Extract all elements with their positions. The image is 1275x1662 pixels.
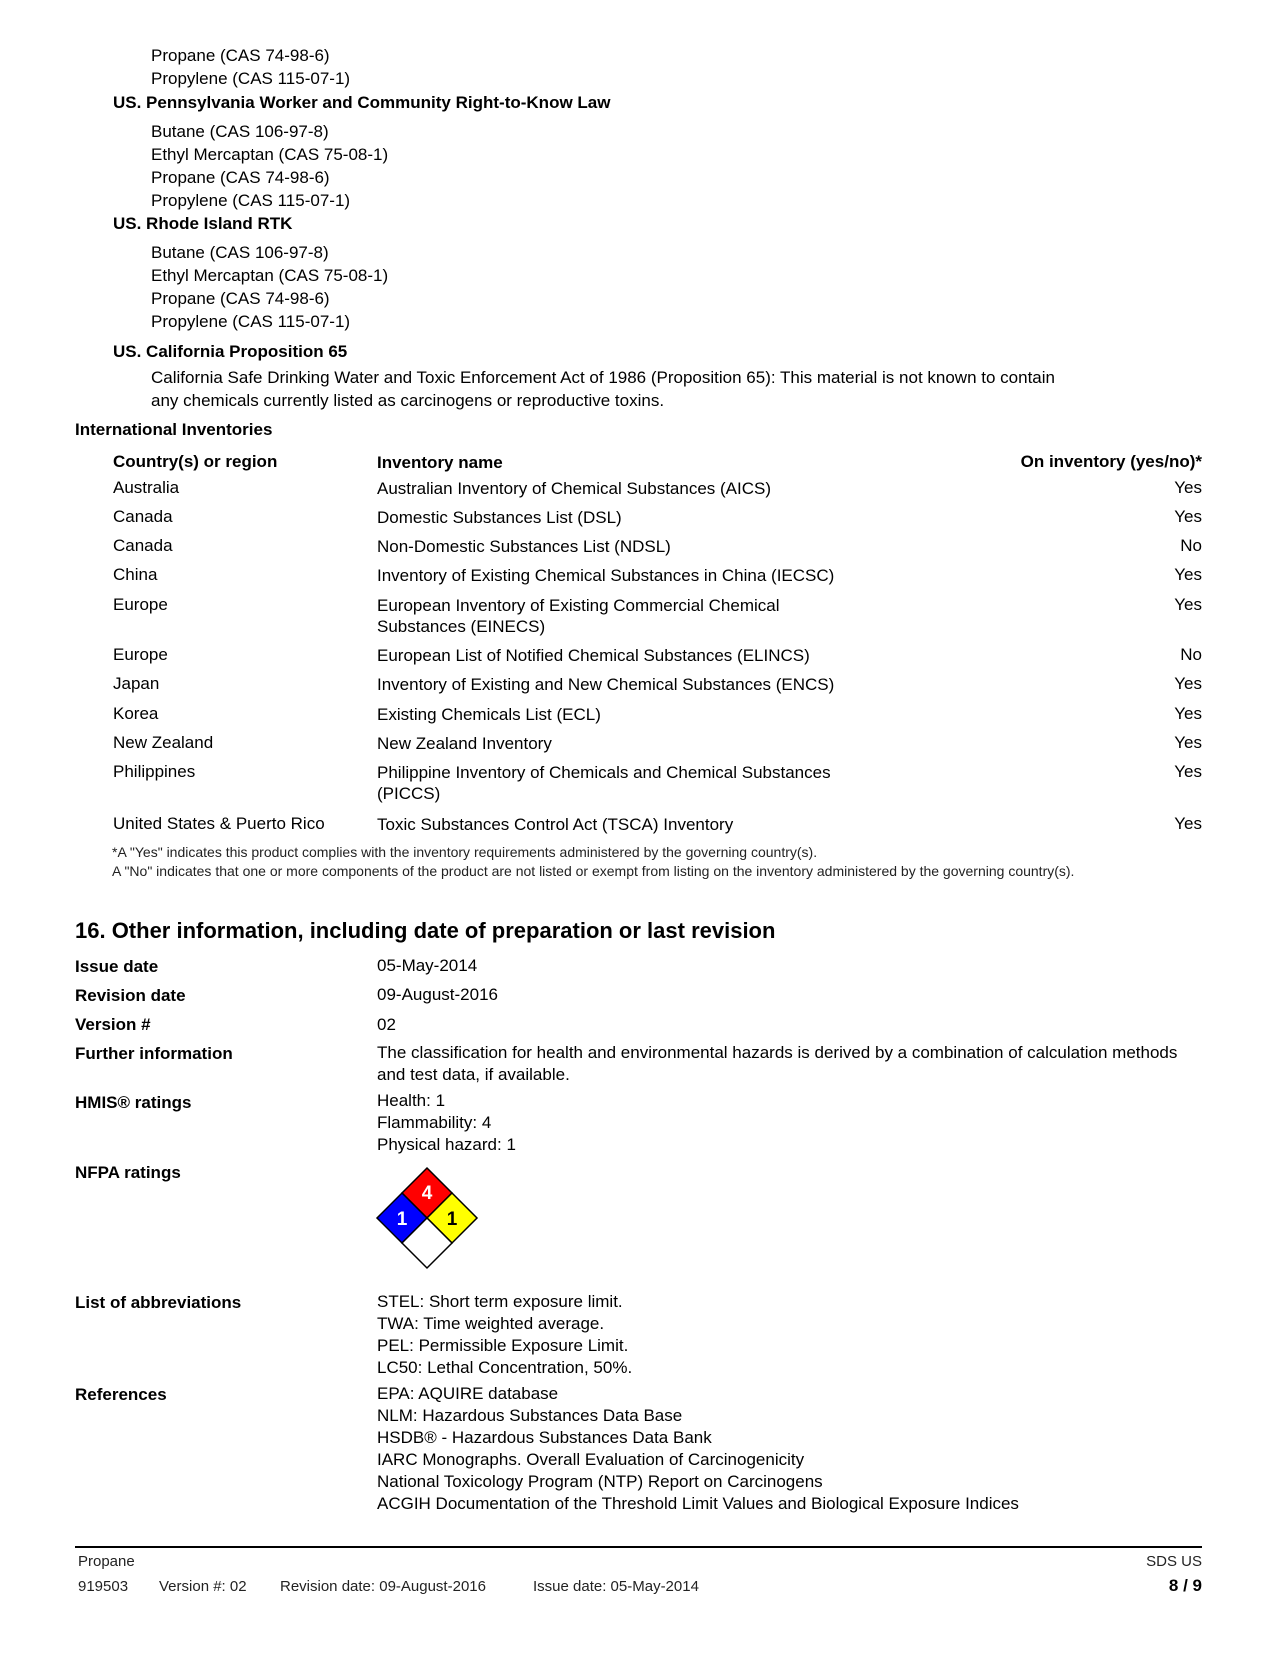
rhode-island-item: Propylene (CAS 115-07-1) (151, 312, 351, 331)
inventory-row (0, 565, 1275, 594)
rhode-island-item: Ethyl Mercaptan (CAS 75-08-1) (151, 266, 389, 285)
row-inventory: European Inventory of Existing Commercial Chemical (377, 596, 780, 615)
row-country: Philippines (113, 762, 196, 781)
inventory-row (0, 704, 1275, 733)
row-on-inventory: Yes (1174, 565, 1202, 584)
version-label: Version # (75, 1015, 151, 1034)
issue-date-label: Issue date (75, 957, 159, 976)
further-info-label: Further information (75, 1044, 233, 1063)
row-on-inventory: Yes (1174, 704, 1202, 723)
references-label: References (75, 1385, 167, 1404)
california-title: US. California Proposition 65 (113, 342, 348, 361)
row-country: Canada (113, 536, 173, 555)
top-list-item: Propylene (CAS 115-07-1) (151, 69, 351, 88)
inventory-note-yes: *A "Yes" indicates this product complies with the inventory requirements administered by the governing country(s). (112, 844, 818, 860)
rhode-island-title: US. Rhode Island RTK (113, 214, 293, 233)
reference-line: NLM: Hazardous Substances Data Base (377, 1406, 683, 1425)
footer-revision: Revision date: 09-August-2016 (280, 1578, 486, 1595)
inventory-row (0, 733, 1275, 762)
row-inventory-cont: Substances (EINECS) (377, 617, 546, 636)
inventory-row (0, 814, 1275, 843)
nfpa-diamond (374, 1165, 480, 1271)
row-country: Japan (113, 674, 160, 693)
hmis-line: Health: 1 (377, 1091, 446, 1110)
inventory-row (0, 674, 1275, 703)
nfpa-instability-number: 1 (446, 1209, 458, 1230)
inventory-row (0, 762, 1275, 812)
row-on-inventory: Yes (1174, 674, 1202, 693)
row-country: Canada (113, 507, 173, 526)
nfpa-flammability-number: 4 (421, 1183, 433, 1204)
row-on-inventory: Yes (1174, 507, 1202, 526)
row-inventory: New Zealand Inventory (377, 734, 552, 753)
row-on-inventory: Yes (1174, 478, 1202, 497)
row-country: China (113, 565, 158, 584)
issue-date-value: 05-May-2014 (377, 956, 478, 975)
nfpa-health-number: 1 (396, 1209, 408, 1230)
row-on-inventory: Yes (1174, 814, 1202, 833)
row-inventory-cont: (PICCS) (377, 784, 441, 803)
inventory-row (0, 645, 1275, 674)
row-inventory: Inventory of Existing and New Chemical Substances (ENCS) (377, 675, 835, 694)
row-on-inventory: No (1180, 536, 1202, 555)
footer-divider (75, 1546, 1202, 1548)
header-on-inventory: On inventory (yes/no)* (1020, 452, 1202, 471)
row-inventory: Australian Inventory of Chemical Substances (AICS) (377, 479, 772, 498)
references-list (377, 1383, 1207, 1515)
header-inventory: Inventory name (377, 453, 503, 472)
row-country: New Zealand (113, 733, 214, 752)
reference-line: National Toxicology Program (NTP) Report on Carcinogens (377, 1472, 823, 1491)
further-info-value: The classification for health and environmental hazards is derived by a combination of calculation methods and test data, if available. (377, 1043, 1178, 1084)
hmis-ratings (377, 1090, 1207, 1156)
row-on-inventory: Yes (1174, 762, 1202, 781)
footer-version: Version #: 02 (159, 1578, 247, 1595)
abbreviation-line: LC50: Lethal Concentration, 50%. (377, 1358, 633, 1377)
nfpa-label: NFPA ratings (75, 1163, 181, 1182)
reference-line: EPA: AQUIRE database (377, 1384, 559, 1403)
rhode-island-item: Butane (CAS 106-97-8) (151, 243, 329, 262)
row-inventory: Domestic Substances List (DSL) (377, 508, 622, 527)
row-inventory: European List of Notified Chemical Substances (ELINCS) (377, 646, 810, 665)
row-country: Korea (113, 704, 159, 723)
inventory-row (0, 507, 1275, 536)
pennsylvania-item: Propylene (CAS 115-07-1) (151, 191, 351, 210)
california-text-line: any chemicals currently listed as carcinogens or reproductive toxins. (151, 391, 665, 410)
row-country: Australia (113, 478, 180, 497)
row-on-inventory: Yes (1174, 595, 1202, 614)
abbreviations-label: List of abbreviations (75, 1293, 242, 1312)
pennsylvania-item: Ethyl Mercaptan (CAS 75-08-1) (151, 145, 389, 164)
inventories-title: International Inventories (75, 420, 273, 439)
revision-date-label: Revision date (75, 986, 186, 1005)
hmis-line: Physical hazard: 1 (377, 1135, 516, 1154)
footer-number: 919503 (78, 1578, 129, 1595)
reference-line: ACGIH Documentation of the Threshold Limit Values and Biological Exposure Indices (377, 1494, 1019, 1513)
footer-page-number: 8 / 9 (1168, 1576, 1202, 1595)
row-inventory: Existing Chemicals List (ECL) (377, 705, 601, 724)
footer-issue: Issue date: 05-May-2014 (533, 1578, 699, 1595)
row-inventory: Toxic Substances Control Act (TSCA) Inventory (377, 815, 734, 834)
revision-date-value: 09-August-2016 (377, 985, 498, 1004)
row-country: Europe (113, 645, 168, 664)
row-inventory: Philippine Inventory of Chemicals and Chemical Substances (377, 763, 831, 782)
inventory-row (0, 478, 1275, 507)
row-inventory: Non-Domestic Substances List (NDSL) (377, 537, 671, 556)
version-value: 02 (377, 1015, 396, 1034)
pennsylvania-item: Butane (CAS 106-97-8) (151, 122, 329, 141)
inventory-row (0, 536, 1275, 565)
abbreviations-list (377, 1291, 1207, 1379)
hmis-line: Flammability: 4 (377, 1113, 492, 1132)
pennsylvania-item: Propane (CAS 74-98-6) (151, 168, 330, 187)
california-text-line: California Safe Drinking Water and Toxic Enforcement Act of 1986 (Proposition 65): This material is not known to contain (151, 368, 1055, 387)
header-country: Country(s) or region (113, 452, 278, 471)
reference-line: IARC Monographs. Overall Evaluation of Carcinogenicity (377, 1450, 805, 1469)
footer-product: Propane (78, 1553, 135, 1570)
row-on-inventory: Yes (1174, 733, 1202, 752)
inventory-table-header (0, 452, 1275, 481)
footer-doc-type: SDS US (1146, 1553, 1202, 1570)
abbreviation-line: PEL: Permissible Exposure Limit. (377, 1336, 629, 1355)
row-inventory: Inventory of Existing Chemical Substances in China (IECSC) (377, 566, 835, 585)
reference-line: HSDB® - Hazardous Substances Data Bank (377, 1428, 712, 1447)
row-on-inventory: No (1180, 645, 1202, 664)
abbreviation-line: STEL: Short term exposure limit. (377, 1292, 623, 1311)
section-16-title: 16. Other information, including date of preparation or last revision (75, 918, 776, 943)
pennsylvania-title: US. Pennsylvania Worker and Community Right-to-Know Law (113, 93, 611, 112)
inventory-row (0, 595, 1275, 645)
row-country: Europe (113, 595, 168, 614)
rhode-island-item: Propane (CAS 74-98-6) (151, 289, 330, 308)
inventory-note-no: A "No" indicates that one or more components of the product are not listed or exempt from listing on the inventory administered by the governing country(s). (112, 863, 1075, 879)
row-country: United States & Puerto Rico (113, 814, 325, 833)
top-list-item: Propane (CAS 74-98-6) (151, 46, 330, 65)
hmis-label: HMIS® ratings (75, 1093, 192, 1112)
abbreviation-line: TWA: Time weighted average. (377, 1314, 605, 1333)
